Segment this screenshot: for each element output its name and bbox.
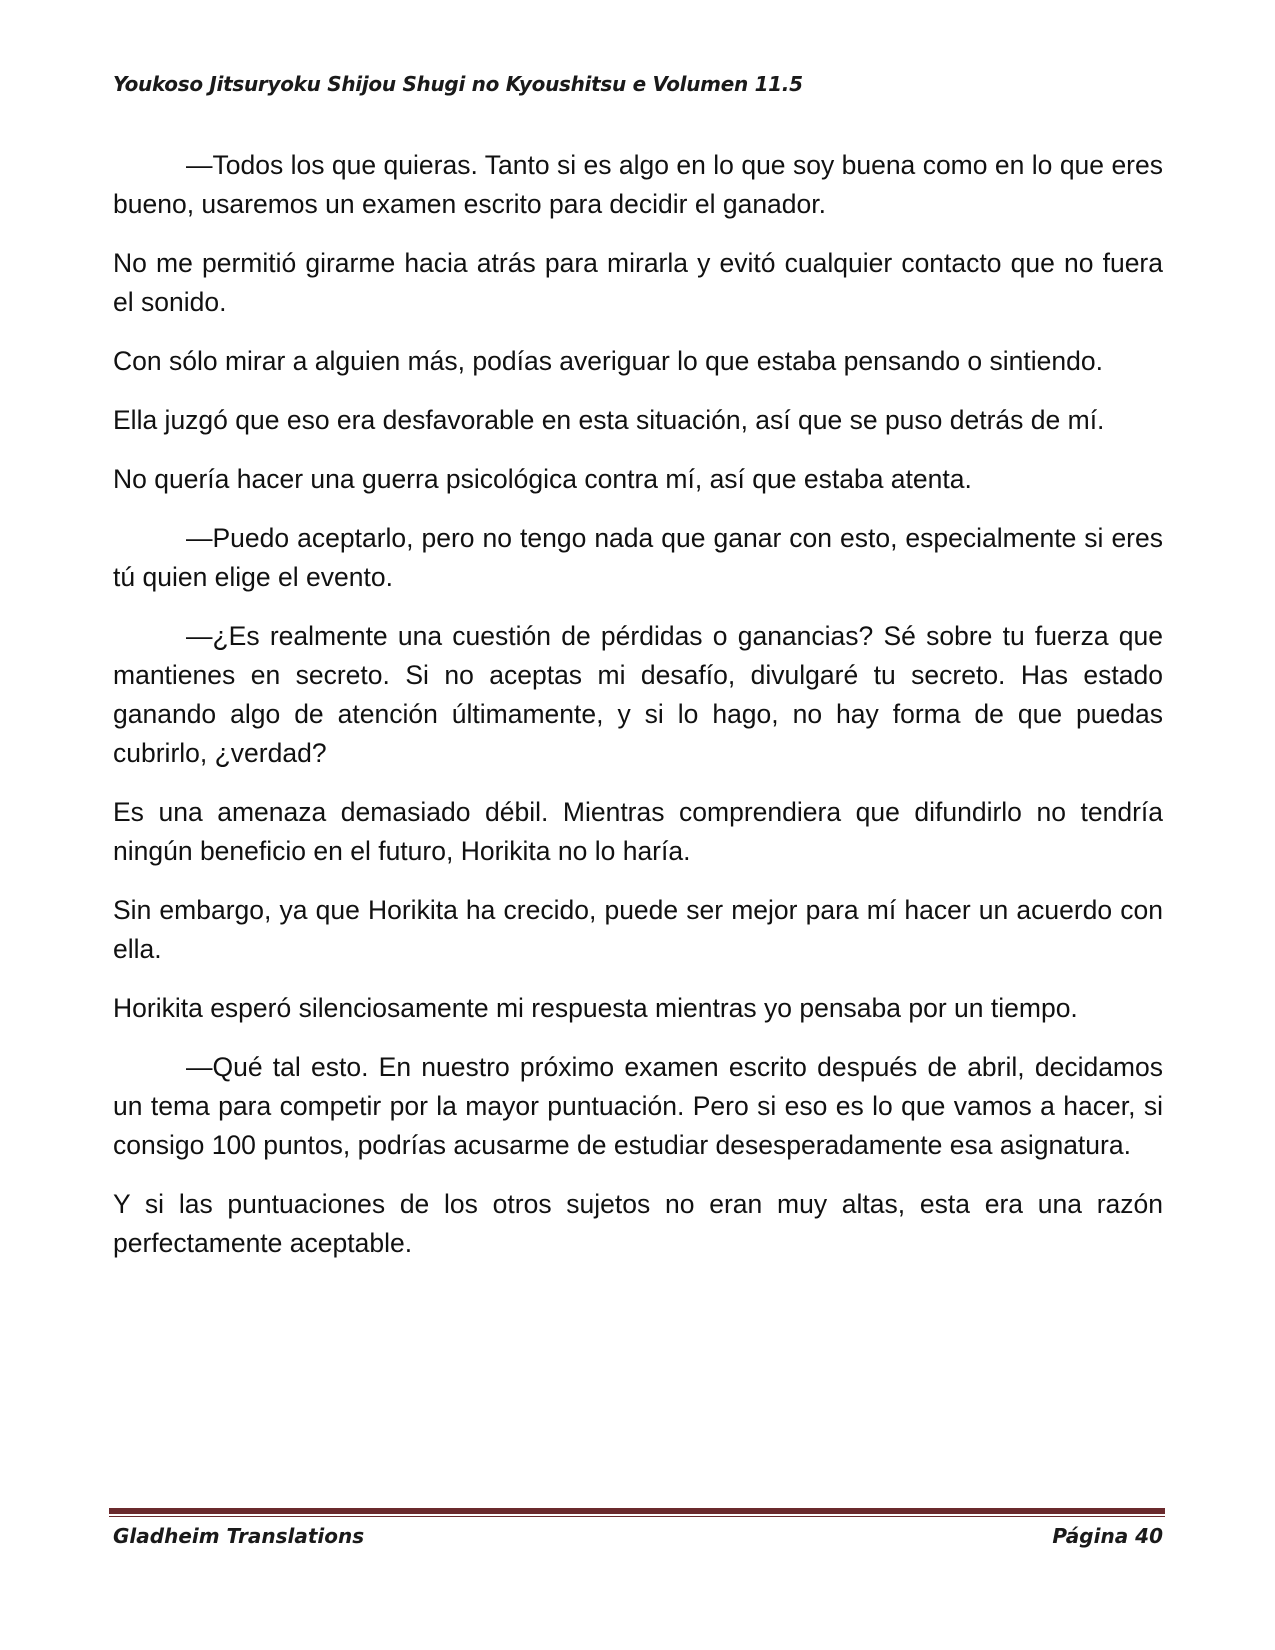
page-header-title: Youkoso Jitsuryoku Shijou Shugi no Kyoushitsu e Volumen 11.5: [113, 72, 803, 96]
footer-divider: [109, 1508, 1165, 1514]
footer-divider-thin: [109, 1516, 1165, 1517]
paragraph-dialogue: —Qué tal esto. En nuestro próximo examen escrito después de abril, decidamos un tema para competir por la mayor puntuación. Pero si eso es lo que vamos a hacer, si consigo 100 puntos, podrías acusarme de estudiar desesperadamente esa asignatura.: [113, 1052, 1163, 1160]
paragraph: Sin embargo, ya que Horikita ha crecido, puede ser mejor para mí hacer un acuerdo con ella.: [113, 895, 1163, 964]
paragraph-dialogue: —Puedo aceptarlo, pero no tengo nada que ganar con esto, especialmente si eres tú quien elige el evento.: [113, 523, 1163, 592]
footer-translator-credit: Gladheim Translations: [113, 1524, 365, 1548]
paragraph: Con sólo mirar a alguien más, podías averiguar lo que estaba pensando o sintiendo.: [113, 346, 1103, 376]
body-text: [113, 146, 1163, 1283]
paragraph: No quería hacer una guerra psicológica contra mí, así que estaba atenta.: [113, 464, 972, 494]
paragraph-dialogue: —Todos los que quieras. Tanto si es algo en lo que soy buena como en lo que eres bueno, usaremos un examen escrito para decidir el ganador.: [113, 150, 1163, 219]
paragraph-dialogue: —¿Es realmente una cuestión de pérdidas o ganancias? Sé sobre tu fuerza que mantienes en secreto. Si no aceptas mi desafío, divulgaré tu secreto. Has estado ganando algo de atención últimamente, y si lo hago, no hay forma de que puedas cubrirlo, ¿verdad?: [113, 621, 1163, 768]
paragraph: Ella juzgó que eso era desfavorable en esta situación, así que se puso detrás de mí.: [113, 405, 1105, 435]
paragraph: Es una amenaza demasiado débil. Mientras comprendiera que difundirlo no tendría ningún beneficio en el futuro, Horikita no lo haría.: [113, 797, 1163, 866]
paragraph: Y si las puntuaciones de los otros sujetos no eran muy altas, esta era una razón perfectamente aceptable.: [113, 1189, 1163, 1258]
paragraph: Horikita esperó silenciosamente mi respuesta mientras yo pensaba por un tiempo.: [113, 993, 1078, 1023]
paragraph: No me permitió girarme hacia atrás para mirarla y evitó cualquier contacto que no fuera el sonido.: [113, 248, 1163, 317]
footer-page-number: Página 40: [1052, 1524, 1163, 1548]
